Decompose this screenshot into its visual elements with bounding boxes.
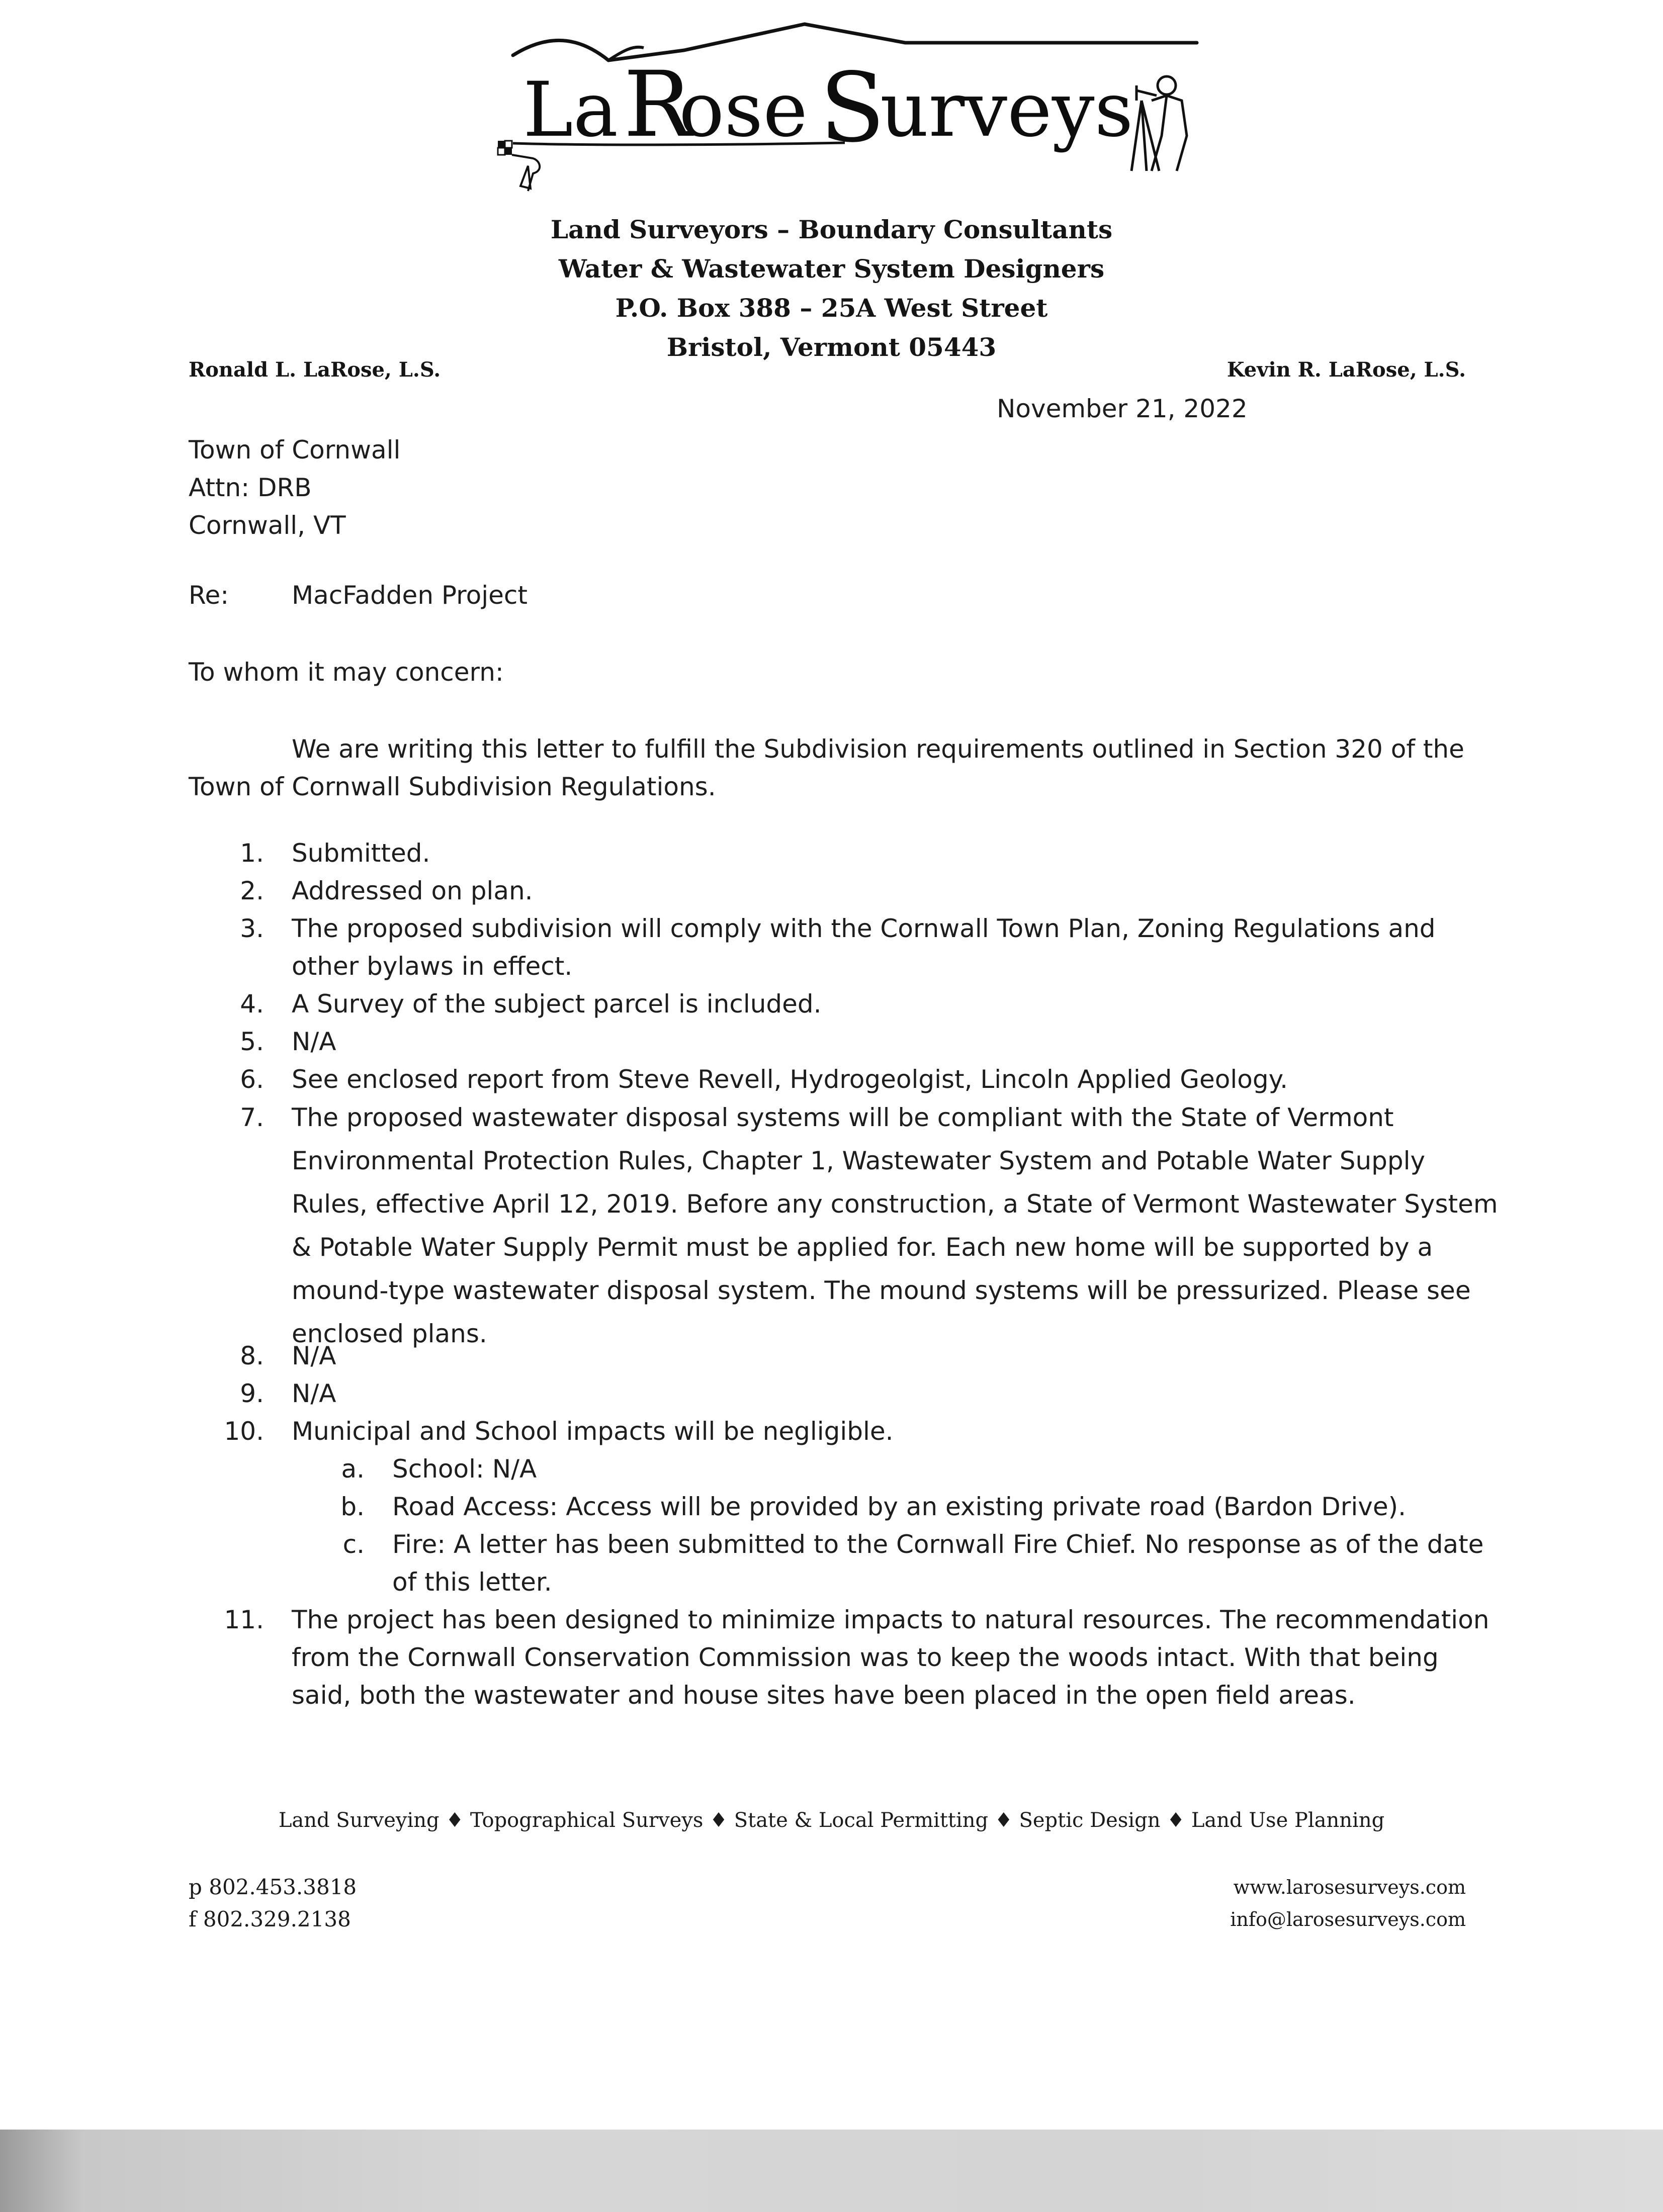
surveyor-name-left: Ronald L. LaRose, L.S. — [189, 358, 441, 382]
surveyor-name-right: Kevin R. LaRose, L.S. — [1227, 358, 1466, 382]
sub-item-letter: b. — [340, 1492, 365, 1521]
services-line: Land Surveying ♦ Topographical Surveys ♦ State & Local Permitting ♦ Septic Design ♦ Land Use Planning — [278, 1809, 1385, 1832]
letter-date: November 21, 2022 — [997, 394, 1248, 423]
letterhead-line: Land Surveyors – Boundary Consultants — [550, 215, 1113, 244]
svg-text:ose: ose — [679, 66, 808, 154]
item-text: N/A — [292, 1379, 336, 1408]
item-text: mound-type wastewater disposal system. The mound systems will be pressurized. Please see — [292, 1276, 1471, 1305]
item-text: Submitted. — [292, 839, 430, 868]
svg-text:urveys: urveys — [880, 66, 1133, 154]
email-link[interactable]: info@larosesurveys.com — [1230, 1908, 1466, 1930]
letterhead-line: Water & Wastewater System Designers — [558, 254, 1105, 284]
website-link[interactable]: www.larosesurveys.com — [1233, 1876, 1466, 1898]
scan-edge-shadow — [0, 2130, 1663, 2212]
logo-graphic — [493, 20, 1207, 211]
letterhead-address — [0, 210, 1663, 367]
item-text: other bylaws in effect. — [292, 952, 573, 981]
svg-text:S: S — [820, 52, 886, 163]
letterhead-line: Bristol, Vermont 05443 — [666, 332, 997, 362]
phone-number: p 802.453.3818 — [189, 1875, 357, 1899]
item-text: & Potable Water Supply Permit must be applied for. Each new home will be supported by a — [292, 1233, 1433, 1262]
item-text: Addressed on plan. — [292, 876, 533, 905]
item-text: The proposed wastewater disposal systems will be compliant with the State of Vermont — [292, 1103, 1394, 1132]
item-text: from the Cornwall Conservation Commission was to keep the woods intact. With that being — [292, 1643, 1439, 1672]
item-text: N/A — [292, 1341, 336, 1370]
intro-paragraph: We are writing this letter to fulfill the Subdivision requirements outlined in Section 320 of the Town of Cornwall Subdivision Regulations. — [189, 734, 1464, 801]
sub-item-text: Fire: A letter has been submitted to the Cornwall Fire Chief. No response as of the date — [392, 1530, 1484, 1559]
item-number: 10. — [224, 1417, 264, 1446]
item-number: 5. — [240, 1027, 264, 1056]
contact-phone-fax — [189, 1871, 357, 1935]
re-subject: MacFadden Project — [292, 581, 528, 610]
sub-item-letter: c. — [342, 1530, 365, 1559]
svg-text:R: R — [624, 52, 692, 157]
item-number: 8. — [240, 1341, 264, 1370]
sub-item-letter: a. — [341, 1454, 365, 1484]
salutation: To whom it may concern: — [189, 658, 504, 687]
item-number: 7. — [240, 1103, 264, 1132]
item-text: said, both the wastewater and house sites have been placed in the open field areas. — [292, 1681, 1356, 1710]
item-text: Environmental Protection Rules, Chapter 1, Wastewater System and Potable Water Supply — [292, 1146, 1426, 1175]
item-text: Municipal and School impacts will be negligible. — [292, 1417, 894, 1446]
item-text: The project has been designed to minimize impacts to natural resources. The recommendation — [292, 1605, 1490, 1634]
re-label: Re: — [189, 581, 229, 610]
address-line: Attn: DRB — [189, 473, 312, 502]
sub-item-text: School: N/A — [392, 1454, 537, 1484]
item-text: Rules, effective April 12, 2019. Before any construction, a State of Vermont Wastewater System — [292, 1189, 1498, 1219]
item-number: 11. — [224, 1605, 264, 1634]
recipient-address — [189, 431, 400, 544]
sub-item-text: of this letter. — [392, 1568, 552, 1597]
larose-surveys-logo — [493, 20, 1207, 211]
item-text: The proposed subdivision will comply with the Cornwall Town Plan, Zoning Regulations and — [292, 914, 1436, 943]
item-number: 3. — [240, 914, 264, 943]
item-number: 9. — [240, 1379, 264, 1408]
item-text: N/A — [292, 1027, 336, 1056]
item-text: A Survey of the subject parcel is included. — [292, 989, 822, 1019]
item-number: 4. — [240, 989, 264, 1019]
item-number: 1. — [240, 839, 264, 868]
item-number: 6. — [240, 1065, 264, 1094]
sub-item-text: Road Access: Access will be provided by an existing private road (Bardon Drive). — [392, 1492, 1406, 1521]
address-line: Cornwall, VT — [189, 511, 346, 540]
contact-web-email — [1230, 1871, 1466, 1935]
letterhead-line: P.O. Box 388 – 25A West Street — [615, 293, 1048, 323]
fax-number: f 802.329.2138 — [189, 1907, 351, 1931]
item-text: enclosed plans. — [292, 1319, 487, 1348]
item-text: See enclosed report from Steve Revell, Hydrogeolgist, Lincoln Applied Geology. — [292, 1065, 1288, 1094]
address-line: Town of Cornwall — [189, 435, 401, 465]
item-number: 2. — [240, 876, 264, 905]
svg-text:La: La — [523, 66, 619, 154]
